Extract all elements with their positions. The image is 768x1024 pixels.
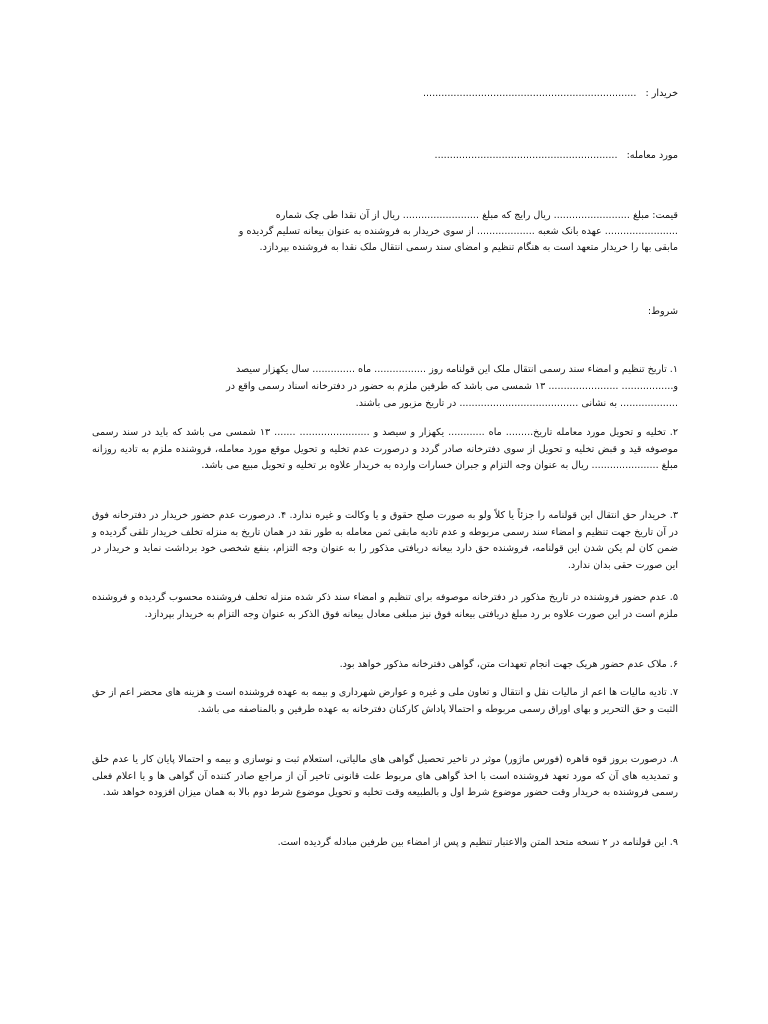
clause-2: ۲. تخلیه و تحویل مورد معامله تاریخ......... ماه ............ یکهزار و سیصد و ....................... ....... ۱۳ شمسی می باشد که باید در سند رسمی موصوفه قید و قبض تخلیه و تحویل از سوی دفترخانه صادر گردد و درصورت عدم تخلیه و تحویل موقع مورد معامله، فروشنده ملزم به تادیه روزانه مبلغ ...................... ریال به عنوان وجه التزام و جبران خسارات وارده به خریدار علاوه بر تخلیه و تحویل مبیع می باشد. [92,427,678,471]
subject-label: مورد معامله: [626,150,678,161]
clause-1-line-1: ۱. تاریخ تنظیم و امضاء سند رسمی انتقال ملک این قولنامه روز ................. ماه .............. سال یکهزار سیصد [235,364,678,375]
clause-6: ۶. ملاک عدم حضور هریک جهت انجام تعهدات متن، گواهی دفترخانه مذکور خواهد بود. [339,659,678,670]
clause-7: ۷. تادیه مالیات ها اعم از مالیات نقل و انتقال و تعاون ملی و غیره و عوارض شهرداری و بیمه به عهده فروشنده است و هزینه های محضر اعم از حق الثبت و حق التحریر و بهای اوراق رسمی مربوطه و احتمالا پاداش کارکنان دفترخانه به عهده طرفین و بالمناصفه می باشد. [92,687,678,715]
conditions-heading: شروط: [647,306,678,317]
price-line-2: ........................ عهده بانک شعبه ................... از سوی خریدار به فروشنده به عنوان بیعانه تسلیم گردیده و [238,226,678,237]
clause-3-4: ۳. خریدار حق انتقال این قولنامه را جزئاً یا کلاً ولو به صورت صلح حقوق و یا وکالت و غیره ندارد. ۴. درصورت عدم حضور خریدار در دفترخانه فوق در آن تاریخ جهت تنظیم و امضاء سند رسمی مربوطه و عدم تادیه مابقی ثمن معامله به طور نقد در همان تاریخ به منزله تخلف خریدار تلقی گردیده و ضمن کان لم یکن شدن این قولنامه، فروشنده حق دارد بیعانه دریافتی مذکور را به عنوان وجه التزام، بنفع شخصی خود برداشت نماید و خریدار در این صورت حقی بدان ندارد. [92,510,678,571]
clause-8: ۸. درصورت بروز قوه قاهره (فورس ماژور) موثر در تاخیر تحصیل گواهی های مالیاتی، استعلام ثبت و نوسازی و بیمه و احتمالا پایان کار یا عدم خلق و تمدیدیه های آن که مورد تعهد فروشنده است با اخذ گواهی های مربوط علت قانونی تاخیر آن از مراجع صادر کننده آن گواهی ها و یا اعلام فعلی رسمی فروشنده به خریدار وقت حضور موضوع شرط اول و بالطبیعه وقت تخلیه و تحویل موضوع شرط دوم بالا به همان میزان افزوده خواهد شد. [92,754,678,798]
clause-9: ۹. این قولنامه در ۲ نسخه متحد المتن والاعتبار تنظیم و پس از امضاء بین طرفین مبادله گردیده است. [277,837,678,848]
buyer-line [92,86,678,101]
buyer-fill-line: ...................................................................... [422,88,637,99]
buyer-label: خریدار : [645,88,678,99]
price-line-1: قیمت: مبلغ ......................... ریال رایج که مبلغ ......................... ریال از آن نقدا طی چک شماره [275,210,678,221]
subject-fill-line: ............................................................ [434,150,618,161]
clause-1-line-3: ................... به نشانی ....................................... در تاریخ مزبور می باشند. [355,398,678,409]
price-line-3: مابقی بها را خریدار متعهد است به هنگام تنظیم و امضای سند رسمی انتقال ملک نقدا به فروشنده بپردازد. [259,242,678,253]
clause-5: ۵. عدم حضور فروشنده در تاریخ مذکور در دفترخانه موصوفه برای تنظیم و امضاء سند ذکر شده منزله تخلف فروشنده محسوب گردیده و فروشنده ملزم است در این صورت علاوه بر رد مبلغ دریافتی بیعانه فوق نیز مبلغی معادل بیعانه فوق الذکر به عنوان وجه التزام به خریدار بپردازد. [92,592,678,620]
clause-1-line-2: و................. ....................... ۱۳ شمسی می باشد که طرفین ملزم به حضور در دفترخانه اسناد رسمی واقع در [226,381,678,392]
subject-line [92,148,678,163]
